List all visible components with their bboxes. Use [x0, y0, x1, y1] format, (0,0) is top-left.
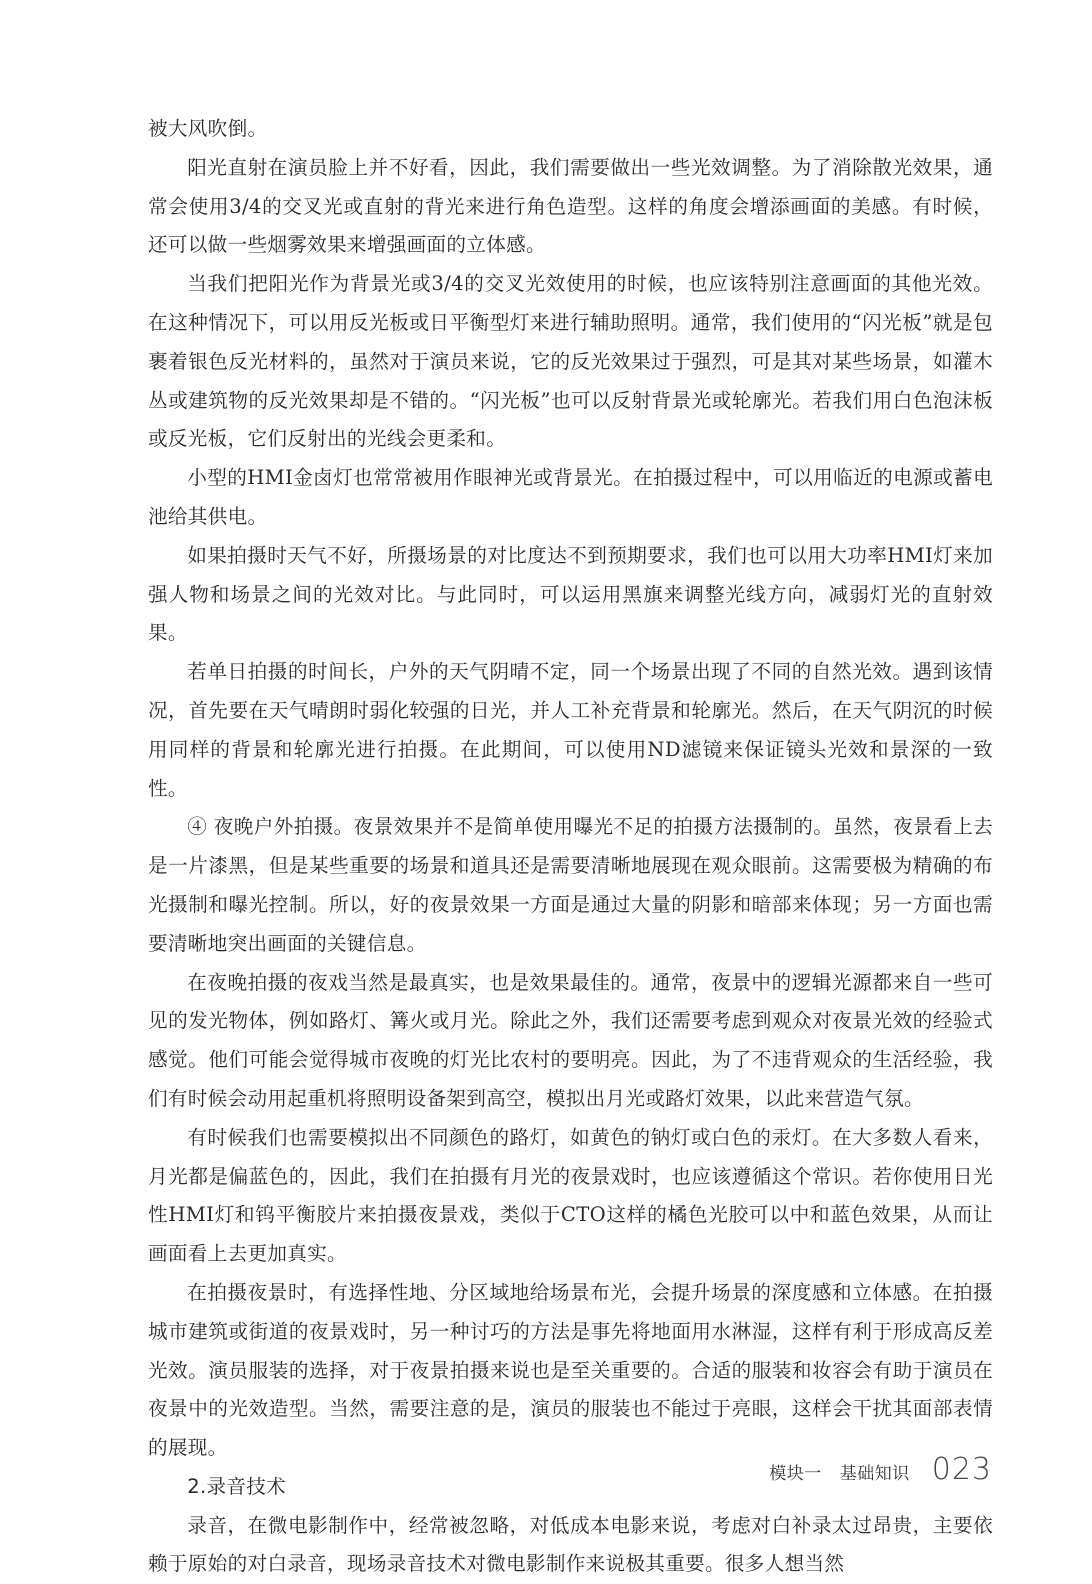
- footer-section-label: 基础知识: [839, 1464, 910, 1484]
- page-number: 023: [931, 1452, 992, 1487]
- paragraph-night-zoning: 在拍摄夜景时，有选择性地、分区域地给场景布光，会提升场景的深度感和立体感。在拍摄城市建筑或街道的夜景戏时，另一种讨巧的方法是事先将地面用水淋湿，这样有利于形成高反差光效。演员服装的选择，对于夜景拍摄来说也是至关重要的。合适的服装和妆容会有助于演员在夜景中的光效造型。当然，需要注意的是，演员的服装也不能过于亮眼，这样会干扰其面部表情的展现。: [148, 1280, 993, 1460]
- paragraph-continuation: 被大风吹倒。: [148, 117, 268, 140]
- paragraph-night-exterior: ④ 夜晚户外拍摄。夜景效果并不是简单使用曝光不足的拍摄方法摄制的。虽然，夜景看上去是一片漆黑，但是某些重要的场景和道具还是需要清晰地展现在观众眼前。这需要极为精确的布光摄制和曝光控制。所以，好的夜景效果一方面是通过大量的阴影和暗部来体现；另一方面也需要清晰地突出画面的关键信息。: [148, 815, 993, 955]
- footer-module-label: 模块一: [769, 1464, 822, 1484]
- paragraph-sunlight-effects: 阳光直射在演员脸上并不好看，因此，我们需要做出一些光效调整。为了消除散光效果，通常会使用3/4的交叉光或直射的背光来进行角色造型。这样的角度会增添画面的美感。有时候，还可以做一些烟雾效果来增强画面的立体感。: [148, 155, 993, 257]
- section-heading-recording: 2.录音技术: [187, 1474, 287, 1498]
- paragraph-hmi-lamp: 小型的HMI金卤灯也常常被用作眼神光或背景光。在拍摄过程中，可以用临近的电源或蓄电池给其供电。: [148, 466, 993, 528]
- page-body: [148, 110, 993, 1584]
- paragraph-night-realism: 在夜晚拍摄的夜戏当然是最真实，也是效果最佳的。通常，夜景中的逻辑光源都来自一些可见的发光物体，例如路灯、篝火或月光。除此之外，我们还需要考虑到观众对夜景光效的经验式感觉。他们可能会觉得城市夜晚的灯光比农村的要明亮。因此，为了不违背观众的生活经验，我们有时候会动用起重机将照明设备架到高空，模拟出月光或路灯效果，以此来营造气氛。: [148, 970, 993, 1110]
- paragraph-changing-weather: 若单日拍摄的时间长，户外的天气阴晴不定，同一个场景出现了不同的自然光效。遇到该情况，首先要在天气晴朗时弱化较强的日光，并人工补充背景和轮廓光。然后，在天气阴沉的时候用同样的背景和轮廓光进行拍摄。在此期间，可以使用ND滤镜来保证镜头光效和景深的一致性。: [148, 660, 993, 800]
- paragraph-streetlight-colors: 有时候我们也需要模拟出不同颜色的路灯，如黄色的钠灯或白色的汞灯。在大多数人看来，月光都是偏蓝色的，因此，我们在拍摄有月光的夜景戏时，也应该遵循这个常识。若你使用日光性HMI灯和钨平衡胶片来拍摄夜景戏，类似于CTO这样的橘色光胶可以中和蓝色效果，从而让画面看上去更加真实。: [148, 1125, 993, 1266]
- paragraph-recording-intro: 录音，在微电影制作中，经常被忽略，对低成本电影来说，考虑对白补录太过昂贵，主要依赖于原始的对白录音，现场录音技术对微电影制作来说极其重要。很多人想当然: [148, 1513, 993, 1576]
- paragraph-reflectors: 当我们把阳光作为背景光或3/4的交叉光效使用的时候，也应该特别注意画面的其他光效。在这种情况下，可以用反光板或日平衡型灯来进行辅助照明。通常，我们使用的“闪光板”就是包裹着银色反光材料的，虽然对于演员来说，它的反光效果过于强烈，可是其对某些场景，如灌木丛或建筑物的反光效果却是不错的。“闪光板”也可以反射背景光或轮廓光。若我们用白色泡沫板或反光板，它们反射出的光线会更柔和。: [148, 272, 993, 451]
- paragraph-bad-weather: 如果拍摄时天气不好，所摄场景的对比度达不到预期要求，我们也可以用大功率HMI灯来加强人物和场景之间的光效对比。与此同时，可以运用黑旗来调整光线方向，减弱灯光的直射效果。: [148, 543, 993, 645]
- page-footer: [769, 1452, 992, 1487]
